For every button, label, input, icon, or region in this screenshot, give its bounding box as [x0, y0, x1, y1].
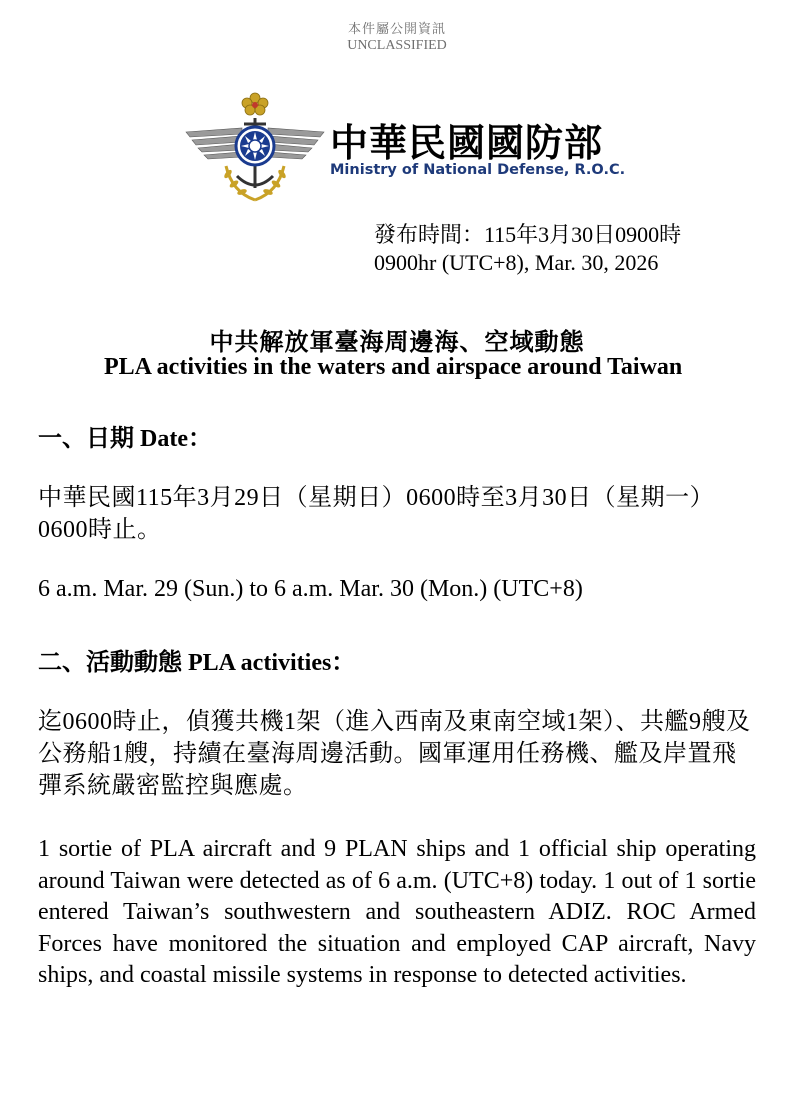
release-time-en: 0900hr (UTC+8), Mar. 30, 2026	[374, 250, 659, 275]
release-time-zh: 發布時間：115年3月30日0900時	[374, 222, 682, 247]
ministry-name-en: Ministry of National Defense, R.O.C.	[330, 162, 626, 178]
ministry-name-zh: 中華民國國防部	[330, 121, 604, 165]
activities-text-en: 1 sortie of PLA aircraft and 9 PLAN ships and 1 official ship operating around Taiwan were detected as of 6 a.m. (UTC+8) today. 1 out of 1 sortie entered Taiwan’s southwestern and southeastern ADIZ. ROC Armed Forces have monitored the situation and employed CAP aircraft, Navy ships, and coastal missile systems in response to detected activities.	[38, 836, 756, 988]
classification-label-zh: 本件屬公開資訊	[347, 21, 446, 36]
activities-text-zh: 迄0600時止，偵獲共機1架（進入西南及東南空域1架）、共艦9艘及公務船1艘，持續在臺海周邊活動。國軍運用任務機、艦及岸置飛彈系統嚴密監控與應處。	[38, 709, 751, 799]
date-text-zh: 中華民國115年3月29日（星期日）0600時至3月30日（星期一）0600時止。	[38, 485, 715, 543]
report-title-zh: 中共解放軍臺海周邊海、空域動態	[209, 330, 585, 356]
date-text-en: 6 a.m. Mar. 29 (Sun.) to 6 a.m. Mar. 30 (Mon.) (UTC+8)	[38, 576, 583, 602]
activities-section-heading: 二、活動動態 PLA activities：	[38, 650, 356, 676]
date-section-heading: 一、日期 Date：	[38, 426, 212, 452]
report-title-en: PLA activities in the waters and airspace around Taiwan	[104, 354, 683, 380]
classification-label-en: UNCLASSIFIED	[347, 38, 447, 53]
mnd-emblem-icon	[182, 88, 328, 206]
